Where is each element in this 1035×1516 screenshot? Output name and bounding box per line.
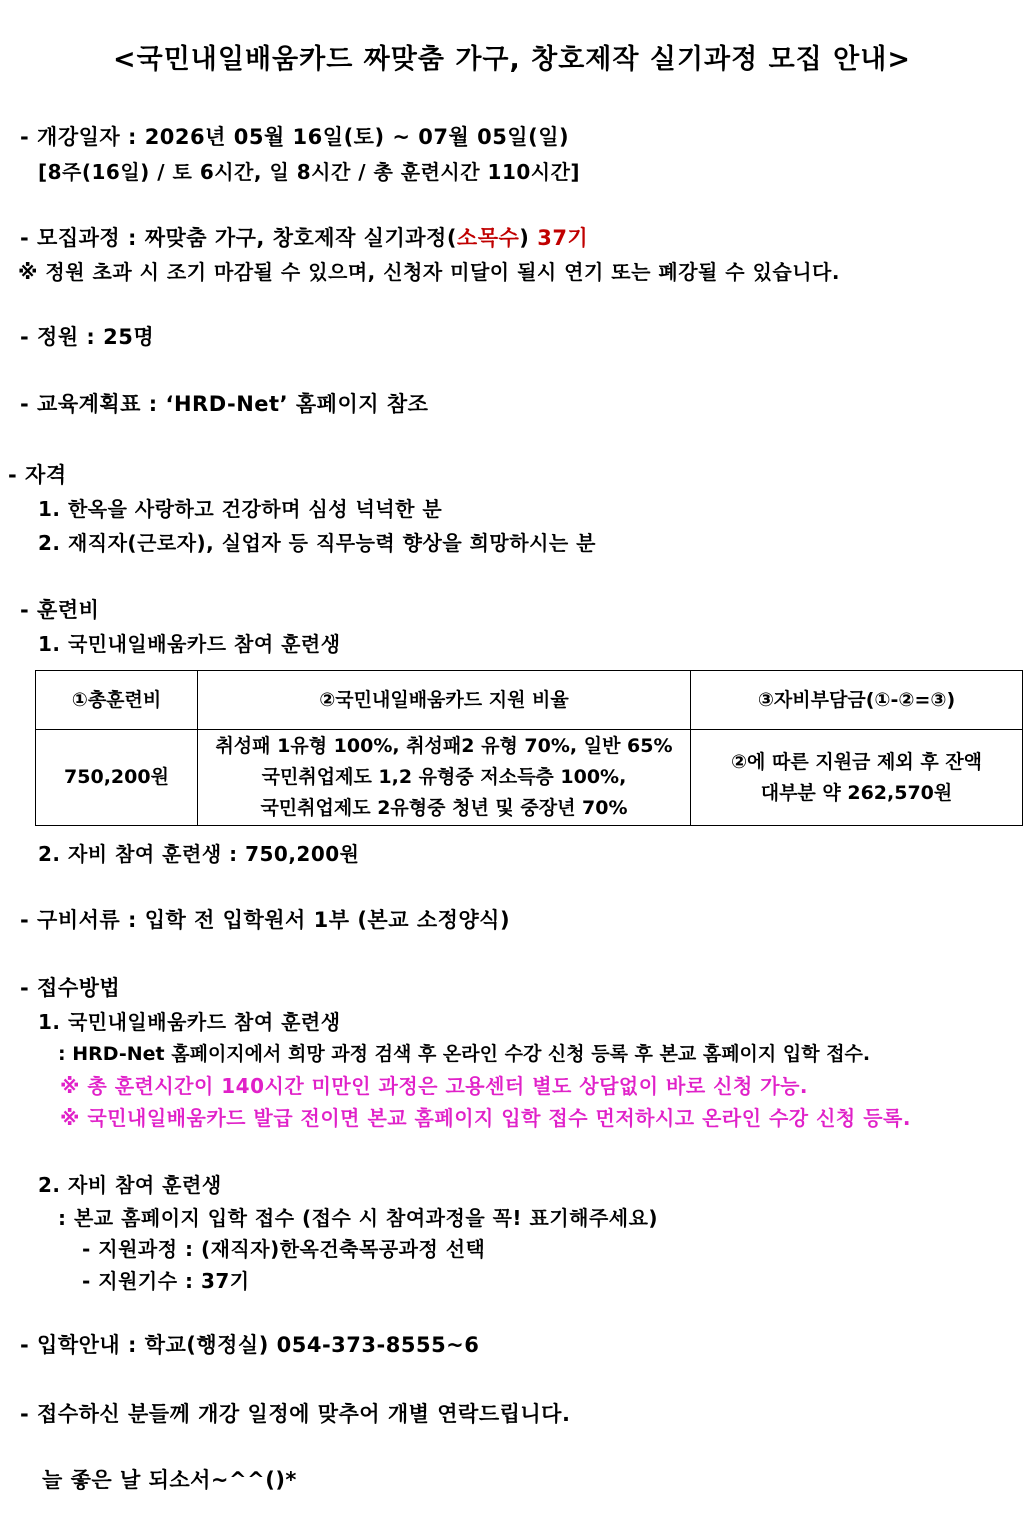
- apply-notice2: ※ 국민내일배움카드 발급 전이면 본교 홈페이지 입학 접수 먼저하시고 온라인 수강 신청 등록.: [60, 1106, 911, 1130]
- documents-line: - 구비서류 : 입학 전 입학원서 1부 (본교 소정양식): [20, 908, 511, 932]
- course-suffix: ): [519, 226, 530, 250]
- fee-table-header-row: [36, 671, 1023, 730]
- fee-total-cell: 750,200원: [36, 730, 198, 826]
- fee-header-total: ①총훈련비: [36, 671, 198, 730]
- fee-table-body-row: [36, 730, 1023, 826]
- self-line: ②에 따른 지원금 제외 후 잔액: [730, 750, 983, 773]
- apply-heading: - 접수방법: [20, 976, 121, 1000]
- fee-sub1: 1. 국민내일배움카드 참여 훈련생: [38, 632, 341, 656]
- closing-line: - 접수하신 분들께 개강 일정에 맞추어 개별 연락드립니다.: [20, 1402, 571, 1426]
- fee-table: [35, 670, 1023, 826]
- qualification-item: 2. 재직자(근로자), 실업자 등 직무능력 향상을 희망하시는 분: [38, 531, 596, 555]
- farewell-line: 늘 좋은 날 되소서~^^()*: [42, 1468, 297, 1492]
- support-line: 취성패 1유형 100%, 취성패2 유형 70%, 일반 65%: [215, 735, 673, 757]
- plan-line: - 교육계획표 : ‘HRD-Net’ 홈페이지 참조: [20, 392, 429, 416]
- schedule-detail: [8주(16일) / 토 6시간, 일 8시간 / 총 훈련시간 110시간]: [38, 160, 581, 184]
- qualification-heading: - 자격: [8, 463, 67, 487]
- apply-card-title: 1. 국민내일배움카드 참여 훈련생: [38, 1010, 341, 1034]
- fee-header-self: ③자비부담금(①-②=③): [691, 671, 1023, 730]
- page-title: <국민내일배움카드 짜맞춤 가구, 창호제작 실기과정 모집 안내>: [113, 44, 911, 75]
- capacity-line: - 정원 : 25명: [20, 325, 155, 349]
- course-highlight: 소목수: [456, 226, 520, 250]
- fee-header-support: ②국민내일배움카드 지원 비율: [198, 671, 691, 730]
- apply-card-line: : HRD-Net 홈페이지에서 희망 과정 검색 후 온라인 수강 신청 등록 후 본교 홈페이지 입학 접수.: [58, 1043, 871, 1065]
- apply-self-line: : 본교 홈페이지 입학 접수 (접수 시 참여과정을 꼭! 표기해주세요): [58, 1206, 659, 1230]
- contact-line: - 입학안내 : 학교(행정실) 054-373-8555~6: [20, 1333, 480, 1357]
- fee-support-cell: [198, 730, 691, 826]
- fee-self-cell: [691, 730, 1023, 826]
- course-note: ※ 정원 초과 시 조기 마감될 수 있으며, 신청자 미달이 될시 연기 또는 폐강될 수 있습니다.: [18, 260, 840, 284]
- apply-notice1: ※ 총 훈련시간이 140시간 미만인 과정은 고용센터 별도 상담없이 바로 신청 가능.: [60, 1074, 808, 1098]
- apply-self-title: 2. 자비 참여 훈련생: [38, 1173, 222, 1197]
- support-line: 국민취업제도 1,2 유형중 저소득층 100%,: [261, 766, 627, 788]
- qualification-item: 1. 한옥을 사랑하고 건강하며 심성 넉넉한 분: [38, 497, 443, 521]
- apply-field1: - 지원과정 : (재직자)한옥건축목공과정 선택: [82, 1237, 486, 1261]
- support-line: 국민취업제도 2유형중 청년 및 중장년 70%: [260, 797, 628, 819]
- course-prefix: - 모집과정 : 짜맞춤 가구, 창호제작 실기과정(: [20, 226, 457, 250]
- course-cohort: 37기: [529, 226, 589, 250]
- apply-field2: - 지원기수 : 37기: [82, 1269, 250, 1293]
- fee-heading: - 훈련비: [20, 598, 100, 622]
- schedule-line: - 개강일자 : 2026년 05월 16일(토) ~ 07월 05일(일): [20, 125, 570, 149]
- fee-sub2: 2. 자비 참여 훈련생 : 750,200원: [38, 842, 360, 866]
- self-line: 대부분 약 262,570원: [760, 781, 953, 804]
- course-line: [20, 224, 588, 252]
